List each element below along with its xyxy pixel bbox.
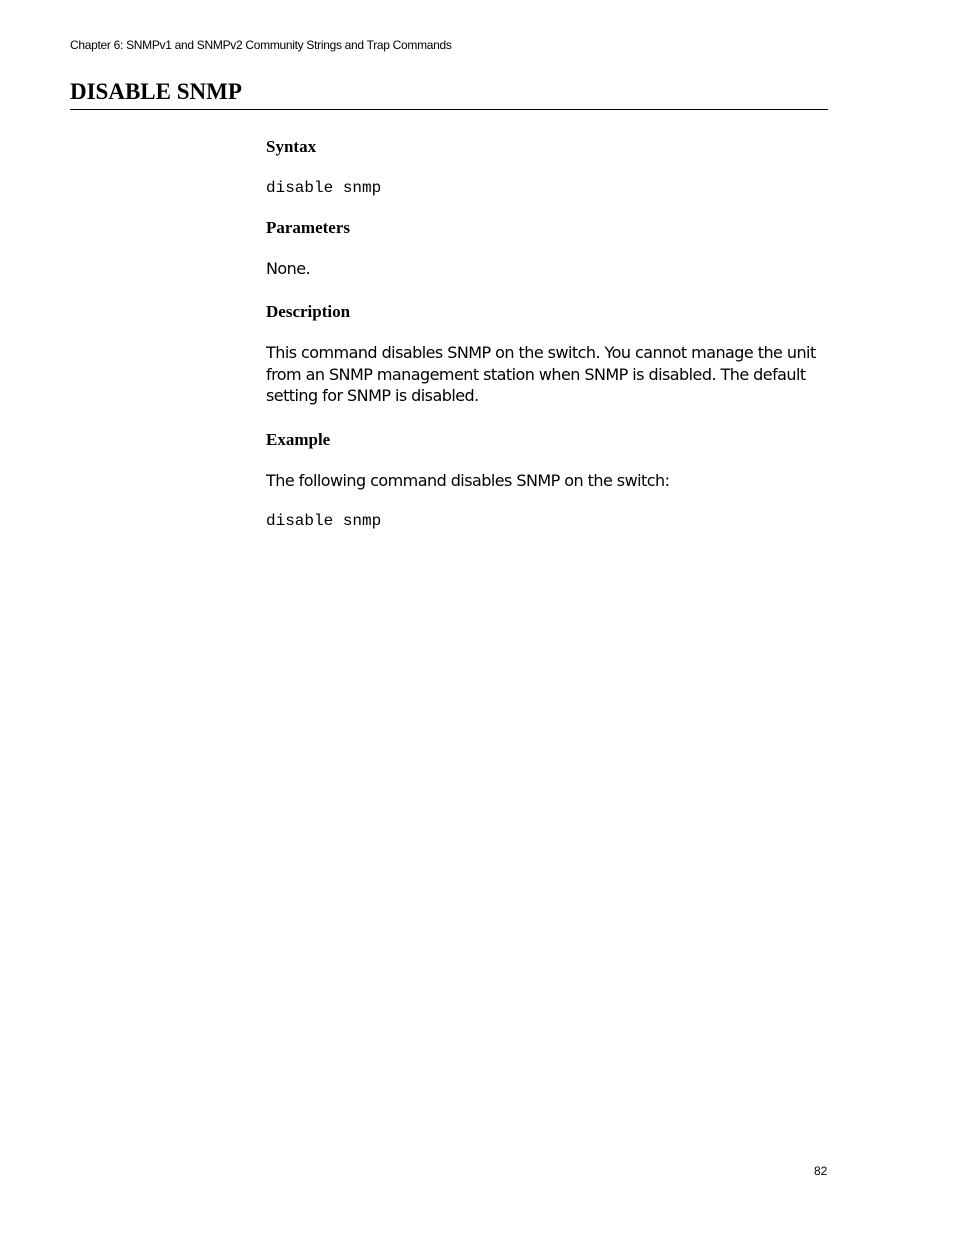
- example-heading: Example: [266, 430, 331, 449]
- title-rule: [70, 109, 828, 110]
- description-text: This command disables SNMP on the switch. You cannot manage the unit from an SNMP management station when SNMP is disabled. The default setting for SNMP is disabled.: [266, 343, 816, 405]
- running-header: Chapter 6: SNMPv1 and SNMPv2 Community Strings and Trap Commands: [70, 38, 452, 52]
- syntax-heading: Syntax: [266, 137, 317, 156]
- example-code: disable snmp: [266, 512, 382, 530]
- page-title: DISABLE SNMP: [70, 79, 242, 104]
- description-heading: Description: [266, 302, 351, 321]
- parameters-text: None.: [266, 259, 311, 278]
- syntax-code: disable snmp: [266, 179, 382, 197]
- example-text: The following command disables SNMP on the switch:: [266, 471, 670, 490]
- parameters-heading: Parameters: [266, 218, 351, 237]
- page-number: 82: [814, 1164, 828, 1178]
